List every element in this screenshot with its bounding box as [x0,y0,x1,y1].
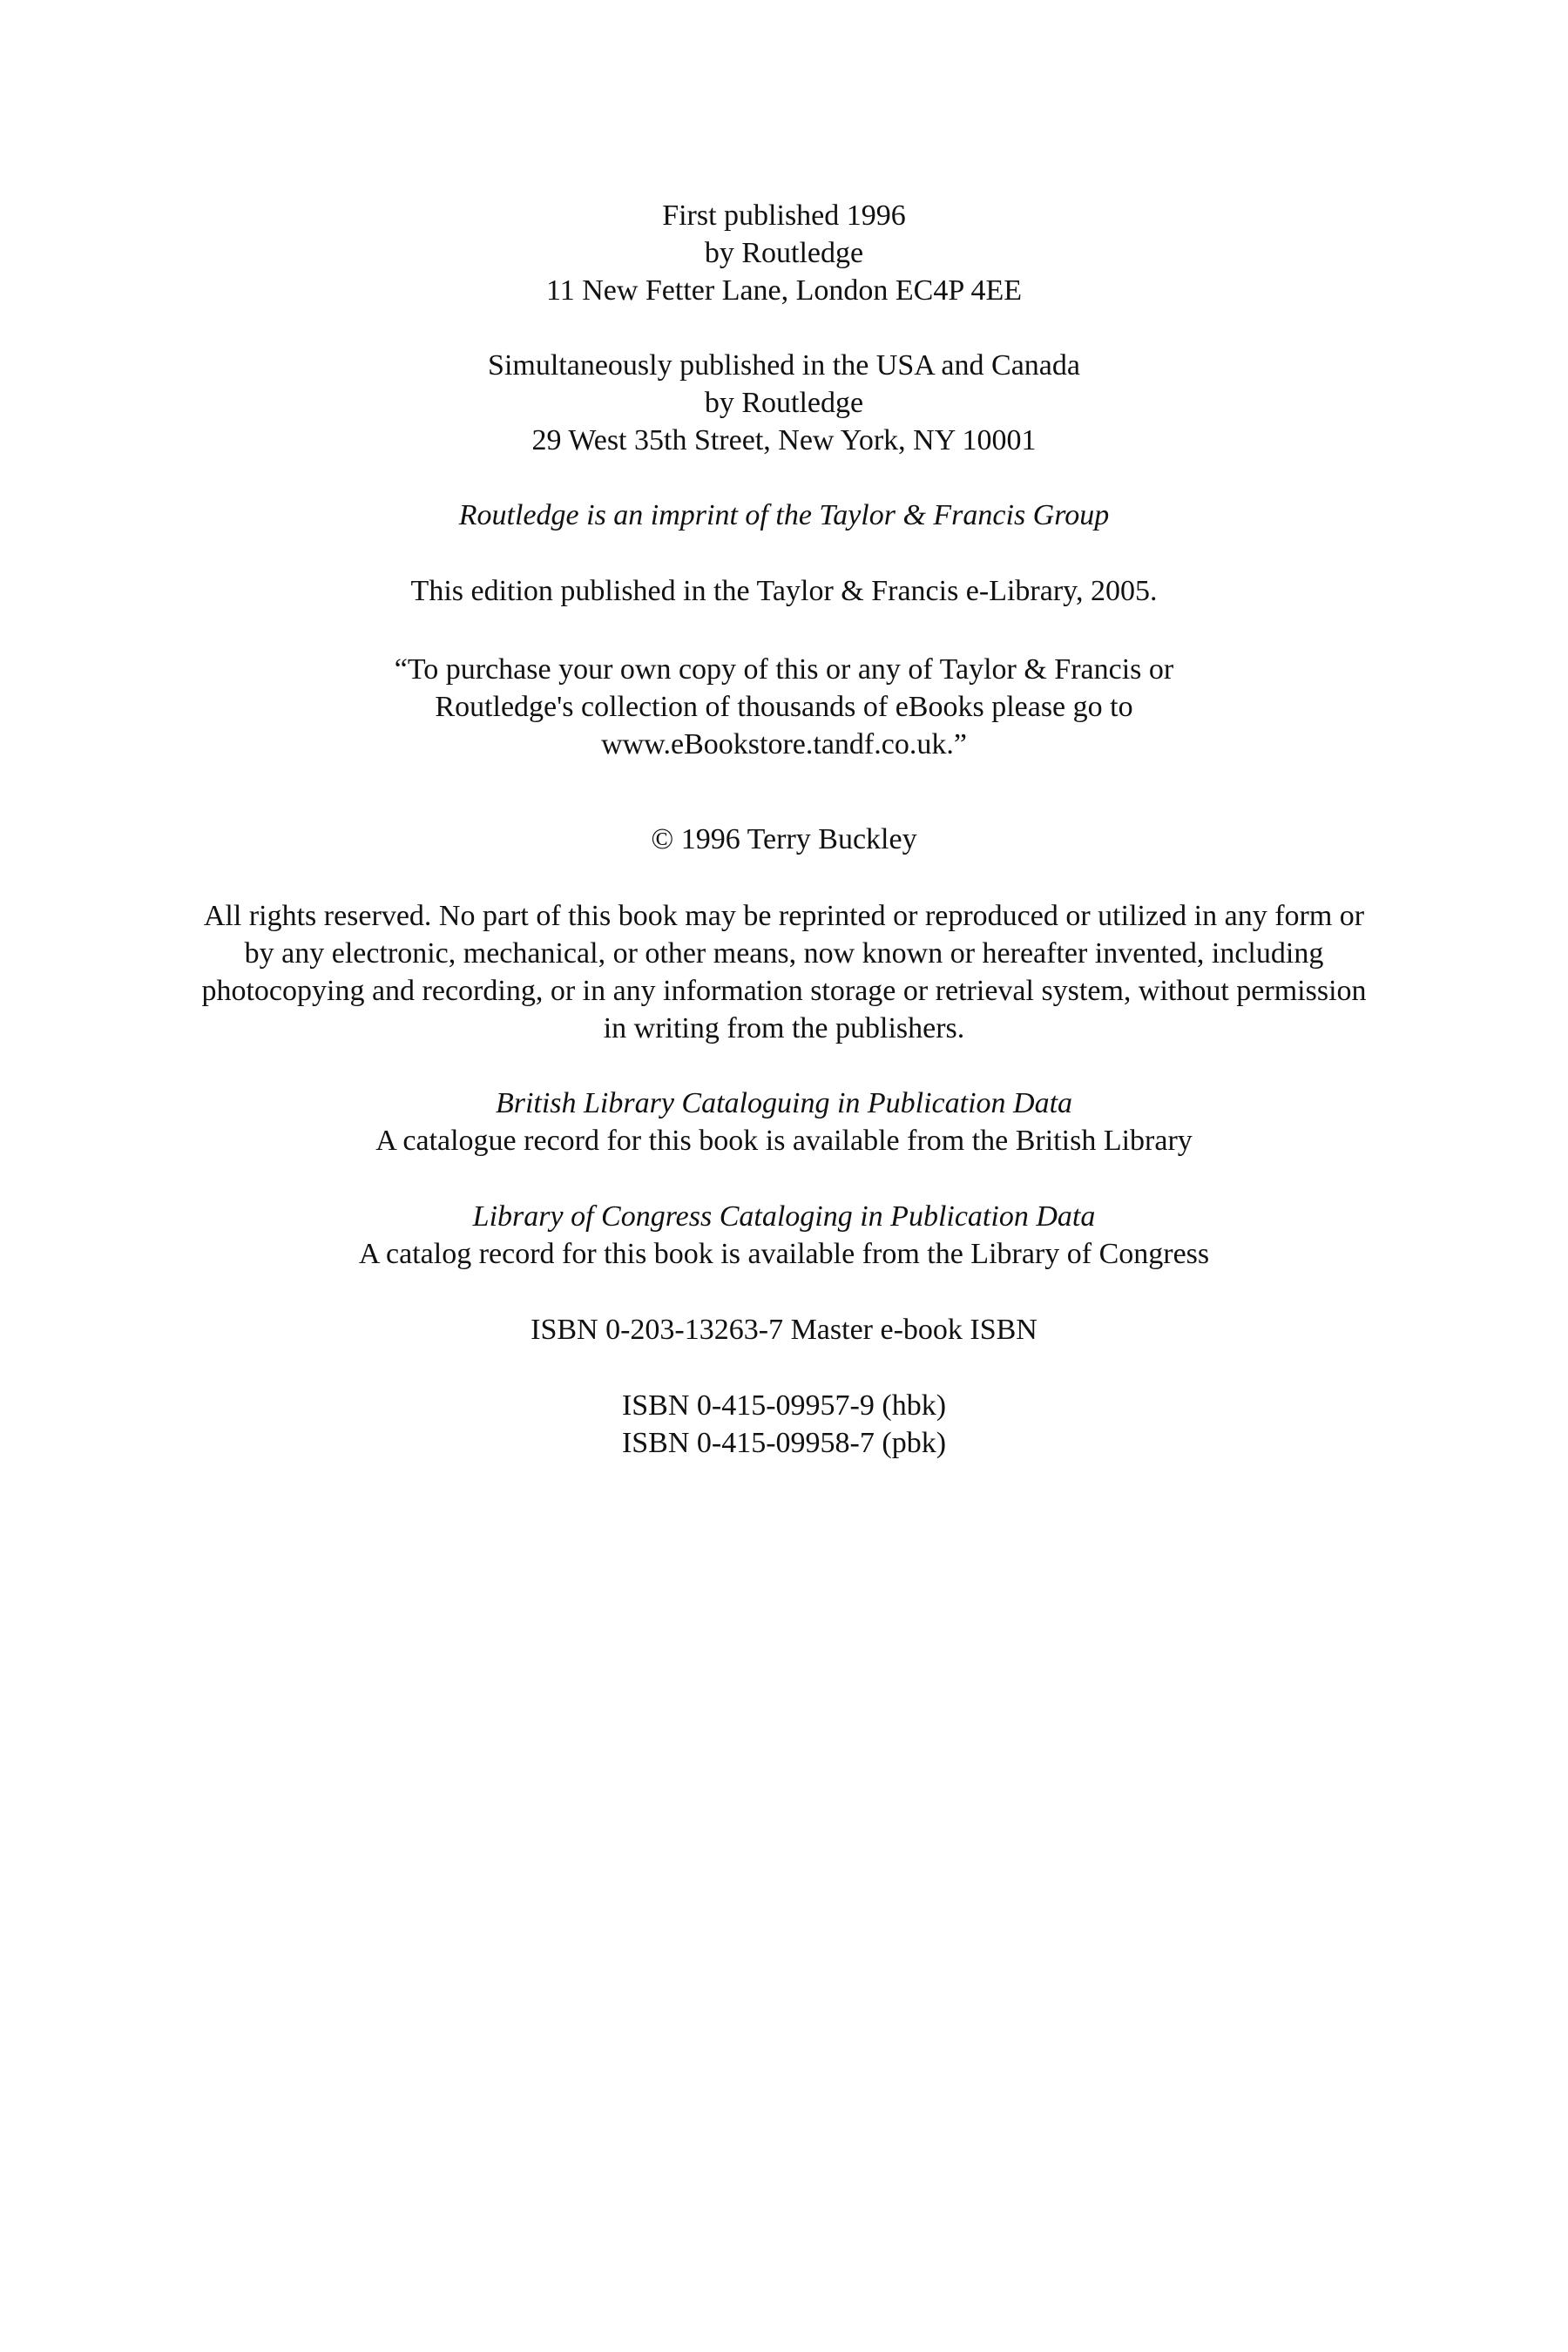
simultaneous-publication-line: Simultaneously published in the USA and Canada [488,349,1080,382]
rights-reserved-block [131,897,1437,1047]
publisher-line: by Routledge [704,237,864,269]
library-of-congress-text: A catalog record for this book is available from the Library of Congress [358,1238,1210,1270]
library-of-congress-heading: Library of Congress Cataloging in Publication Data [472,1200,1096,1233]
british-library-heading: British Library Cataloguing in Publication Data [495,1087,1073,1119]
rights-line-3: photocopying and recording, or in any information storage or retrieval system, without permission [201,975,1367,1007]
purchase-note-line-2: Routledge's collection of thousands of eBooks please go to [435,691,1133,723]
ebookstore-url: www.eBookstore.tandf.co.uk.” [601,728,967,760]
usa-publisher-line: by Routledge [704,387,864,419]
paperback-isbn: ISBN 0-415-09958-7 (pbk) [621,1427,947,1459]
hardback-isbn: ISBN 0-415-09957-9 (hbk) [621,1389,947,1422]
imprint-note-text: Routledge is an imprint of the Taylor & Francis Group [458,499,1110,531]
rights-line-2: by any electronic, mechanical, or other means, now known or hereafter invented, including [244,937,1324,970]
edition-isbn-block [131,1387,1437,1462]
imprint-note [131,497,1437,534]
first-published-line: First published 1996 [662,199,906,232]
edition-note-text: This edition published in the Taylor & Francis e-Library, 2005. [410,575,1158,607]
british-library-text: A catalogue record for this book is available from the British Library [375,1125,1193,1157]
rights-line-1: All rights reserved. No part of this book may be reprinted or reproduced or utilized in any form or [203,900,1365,932]
rights-line-4: in writing from the publishers. [603,1012,965,1044]
copyright-text: © 1996 Terry Buckley [651,823,917,855]
copyright-notice [131,821,1437,858]
british-library-block [131,1085,1437,1159]
usa-publication-block [131,347,1437,459]
purchase-note-block [131,651,1437,763]
first-publication-block [131,197,1437,309]
new-york-address-line: 29 West 35th Street, New York, NY 10001 [531,424,1037,456]
master-isbn [131,1311,1437,1348]
purchase-note-line-1: “To purchase your own copy of this or any of Taylor & Francis or [394,653,1174,686]
master-isbn-text: ISBN 0-203-13263-7 Master e-book ISBN [531,1314,1037,1346]
london-address-line: 11 New Fetter Lane, London EC4P 4EE [545,274,1023,307]
library-of-congress-block [131,1198,1437,1273]
edition-note [131,572,1437,610]
